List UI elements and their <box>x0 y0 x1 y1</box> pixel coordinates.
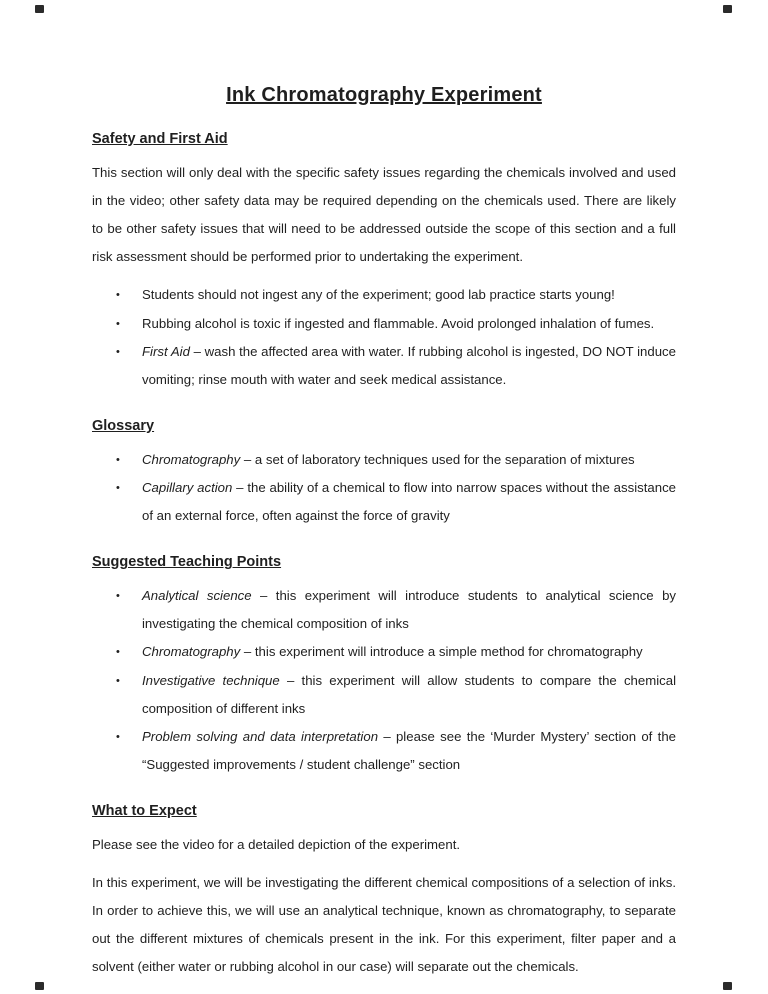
expect-paragraph-2: In this experiment, we will be investigating the different chemical compositions of a selection of inks. In order to achieve this, we will use an analytical technique, known as chromatography, to separate out the different mixtures of chemicals present in the ink. For this experiment, filter paper and a solvent (either water or rubbing alcohol in our case) will separate out the chemicals. <box>92 875 676 975</box>
bullet-icon: • <box>116 317 120 330</box>
bullet-text: Rubbing alcohol is toxic if ingested and flammable. Avoid prolonged inhalation of fumes. <box>142 315 655 331</box>
bullet-lead: Chromatography <box>142 644 241 660</box>
bullet-text: – wash the affected area with water. If rubbing alcohol is ingested, DO NOT induce vomiting; rinse mouth with water and seek medical assistance. <box>142 343 676 387</box>
list-item <box>116 338 676 394</box>
list-item <box>116 638 676 666</box>
corner-mark-top-left <box>35 5 44 13</box>
list-item <box>116 446 676 474</box>
bullet-lead: Problem solving and data interpretation <box>142 728 379 744</box>
bullet-text: – the ability of a chemical to flow into narrow spaces without the assistance of an external force, often against the force of gravity <box>142 479 676 524</box>
bullet-text: – this experiment will introduce a simple method for chromatography <box>240 644 643 660</box>
bullet-icon: • <box>116 646 120 659</box>
expect-paragraph-1: Please see the video for a detailed depiction of the experiment. <box>92 836 461 852</box>
bullet-text: – please see the ‘Murder Mystery’ section of the “Suggested improvements / student challenge” section <box>142 728 676 772</box>
bullet-icon: • <box>116 730 120 743</box>
safety-intro-paragraph: This section will only deal with the specific safety issues regarding the chemicals involved and used in the video; other safety data may be required depending on the chemicals used. There are likely to be other safety issues that will need to be addressed outside the scope of this section and a full risk assessment should be performed prior to undertaking the experiment. <box>92 165 676 265</box>
bullet-lead: Capillary action <box>142 479 233 495</box>
corner-mark-bottom-right <box>723 982 732 990</box>
list-item <box>116 310 676 338</box>
corner-mark-bottom-left <box>35 982 44 990</box>
section-heading-teaching-points: Suggested Teaching Points <box>92 554 282 571</box>
bullet-icon: • <box>116 674 120 687</box>
section-heading-what-to-expect: What to Expect <box>92 802 197 819</box>
bullet-lead: First Aid <box>142 343 190 359</box>
list-item <box>116 281 676 309</box>
glossary-bullet-list <box>92 446 676 530</box>
bullet-text: – a set of laboratory techniques used for the separation of mixtures <box>240 451 635 467</box>
bullet-icon: • <box>116 590 120 603</box>
bullet-lead: Chromatography <box>142 451 241 467</box>
safety-bullet-list <box>92 281 676 393</box>
bullet-icon: • <box>116 453 120 466</box>
bullet-text: – this experiment will introduce students to analytical science by investigating the chemical composition of inks <box>142 588 677 632</box>
bullet-lead: Analytical science <box>142 588 252 604</box>
bullet-text: Students should not ingest any of the experiment; good lab practice starts young! <box>142 287 615 303</box>
section-heading-safety: Safety and First Aid <box>92 131 228 147</box>
bullet-icon: • <box>116 481 120 494</box>
list-item <box>116 723 676 779</box>
list-item <box>116 667 676 723</box>
corner-mark-top-right <box>723 5 732 13</box>
bullet-icon: • <box>116 345 120 358</box>
bullet-icon: • <box>116 289 120 302</box>
page-title: Ink Chromatography Experiment <box>226 84 542 106</box>
list-item <box>116 582 677 638</box>
section-heading-glossary: Glossary <box>92 417 155 434</box>
list-item <box>116 474 676 530</box>
bullet-lead: Investigative technique <box>142 672 280 688</box>
bullet-text: – this experiment will allow students to compare the chemical composition of different inks <box>142 672 676 716</box>
teaching-bullet-list <box>92 582 676 779</box>
